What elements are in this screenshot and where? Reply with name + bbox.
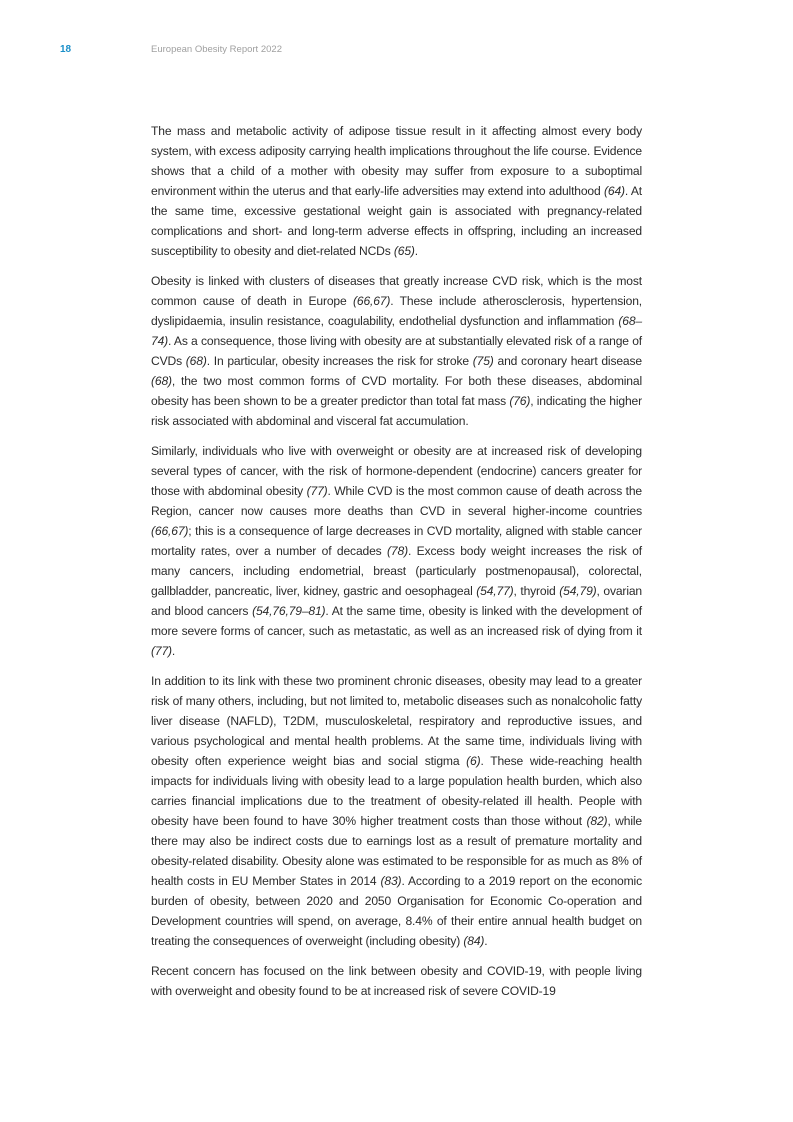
citation-ref: (65) <box>393 244 415 258</box>
text-run: . These include atherosclerosis, hypertension, dyslipidaemia, insulin resistance, coagulability, endothelial dysfunction and inflammation <box>151 294 642 328</box>
citation-ref: (68) <box>151 374 172 388</box>
citation-ref: (66,67) <box>151 524 189 538</box>
citation-ref: (82) <box>586 814 608 828</box>
text-run: . <box>484 934 488 948</box>
text-run: , the two most common forms of CVD mortality. For both these diseases, abdominal obesity has been shown to be a greater predictor than total fat mass <box>151 374 642 408</box>
citation-ref: (84) <box>463 934 485 948</box>
text-run: . As a consequence, those living with obesity are at substantially elevated risk of a range of CVDs <box>151 334 642 368</box>
body-text <box>151 121 642 1001</box>
page-number: 18 <box>60 44 72 55</box>
paragraph <box>151 121 642 261</box>
text-run: . At the same time, obesity is linked with the development of more severe forms of cancer, such as metastatic, as well as an increased risk of dying from it <box>151 604 642 638</box>
citation-ref: (76) <box>509 394 531 408</box>
citation-ref: (78) <box>387 544 408 558</box>
citation-ref: (54,79) <box>559 584 597 598</box>
text-run: . <box>414 244 418 258</box>
paragraph <box>151 271 642 431</box>
text-run: . At the same time, excessive gestational weight gain is associated with pregnancy-related complications and short- and long-term adverse effects in offspring, including an increased susceptibility to obesity and diet-related NCDs <box>151 184 642 258</box>
text-run: , ovarian and blood cancers <box>151 584 643 618</box>
citation-ref: (77) <box>306 484 328 498</box>
citation-ref: (68) <box>185 354 207 368</box>
text-run: and coronary heart disease <box>493 354 642 368</box>
citation-ref: (64) <box>604 184 625 198</box>
citation-ref: (54,76,79–81) <box>252 604 326 618</box>
text-run: Obesity is linked with clusters of diseases that greatly increase CVD risk, which is the most common cause of death in Europe <box>151 274 642 308</box>
text-run: The mass and metabolic activity of adipose tissue result in it affecting almost every body system, with excess adiposity carrying health implications throughout the life course. Evidence shows that a child of a mother with obesity may suffer from exposure to a suboptimal environment within the uterus and that early-life adversities may extend into adulthood <box>151 124 642 198</box>
text-run: In addition to its link with these two prominent chronic diseases, obesity may lead to a greater risk of many others, including, but not limited to, metabolic diseases such as nonalcoholic fatty liver disease (NAFLD), T2DM, musculoskeletal, respiratory and reproductive issues, and various psychological and mental health problems. At the same time, individuals living with obesity often experience weight bias and social stigma <box>151 674 642 768</box>
paragraph <box>151 671 642 951</box>
running-header: European Obesity Report 2022 <box>151 44 282 55</box>
text-run: . In particular, obesity increases the risk for stroke <box>206 354 473 368</box>
citation-ref: (68–74) <box>151 314 642 348</box>
text-run: Similarly, individuals who live with overweight or obesity are at increased risk of developing several types of cancer, with the risk of hormone-dependent (endocrine) cancers greater for those with abdominal obesity <box>151 444 642 498</box>
text-run: . While CVD is the most common cause of death across the Region, cancer now causes more deaths than CVD in several higher-income countries <box>151 484 642 518</box>
text-run: . Excess body weight increases the risk of many cancers, including endometrial, breast (particularly postmenopausal), colorectal, gallbladder, pancreatic, liver, kidney, gastric and oesophageal <box>151 544 642 598</box>
text-run: , while there may also be indirect costs due to earnings lost as a result of premature mortality and obesity-related disability. Obesity alone was estimated to be responsible for as much as 8% of health costs in EU Member States in 2014 <box>151 814 642 888</box>
text-run: . These wide-reaching health impacts for individuals living with obesity lead to a large population health burden, which also carries financial implications due to the treatment of obesity-related ill health. People with obesity have been found to have 30% higher treatment costs than those without <box>151 754 642 828</box>
text-run: , thyroid <box>513 584 560 598</box>
paragraph <box>151 961 642 1001</box>
text-run: . <box>171 644 176 658</box>
text-run: ; this is a consequence of large decreases in CVD mortality, aligned with stable cancer mortality rates, over a number of decades <box>151 524 642 558</box>
paragraph <box>151 441 642 661</box>
citation-ref: (6) <box>466 754 481 768</box>
citation-ref: (77) <box>151 644 172 658</box>
text-run: Recent concern has focused on the link between obesity and COVID-19, with people living with overweight and obesity found to be at increased risk of severe COVID-19 <box>151 964 642 998</box>
citation-ref: (75) <box>472 354 494 368</box>
text-run: , indicating the higher risk associated with abdominal and visceral fat accumulation. <box>151 394 642 428</box>
text-run: . According to a 2019 report on the economic burden of obesity, between 2020 and 2050 Organisation for Economic Co-operation and Development countries will spend, on average, 8.4% of their entire annual health budget on treating the consequences of overweight (including obesity) <box>151 874 642 948</box>
citation-ref: (83) <box>380 874 402 888</box>
citation-ref: (54,77) <box>476 584 514 598</box>
citation-ref: (66,67) <box>352 294 391 308</box>
